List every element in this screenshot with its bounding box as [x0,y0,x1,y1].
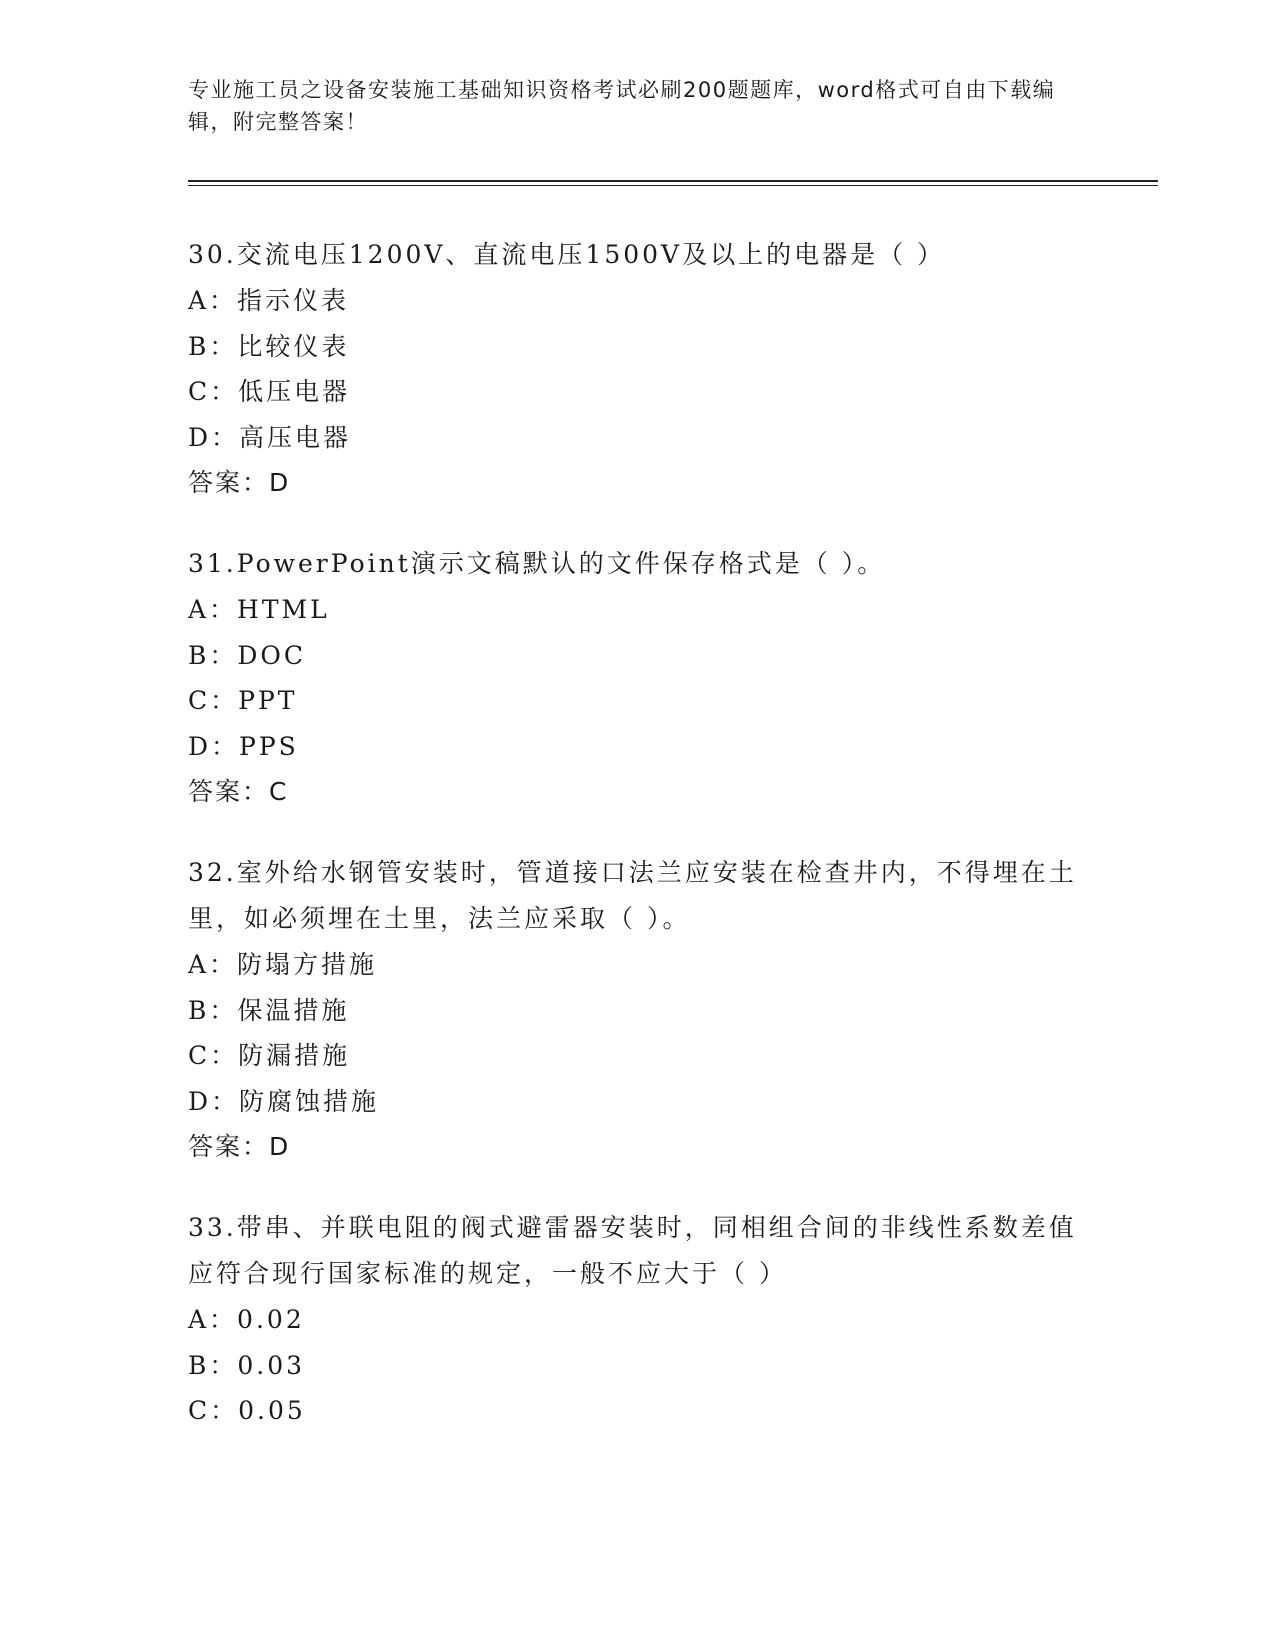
answer-option: A：防塌方措施 [188,950,378,979]
answer-option: B：0.03 [188,1350,306,1380]
answer-option: C：低压电器 [188,377,351,406]
question-stem: 33.带串、并联电阻的阀式避雷器安装时，同相组合间的非线性系数差值应符合现行国家标准的规定，一般不应大于（ ） [188,1213,1077,1288]
question-block [188,541,1088,815]
question-stem: 31.PowerPoint演示文稿默认的文件保存格式是（ ）。 [188,549,886,578]
answer-option: C：防漏措施 [188,1041,351,1070]
document-header: 专业施工员之设备安装施工基础知识资格考试必刷200题题库，word格式可自由下载编辑，附完整答案！ [188,78,1056,134]
answer-option: D：PPS [188,731,299,761]
answer-key: 答案：D [188,1132,291,1161]
answer-option: B：DOC [188,640,307,670]
answer-option: C：PPT [188,686,298,715]
question-block [188,1205,1088,1434]
answer-option: A：0.02 [188,1305,305,1334]
answer-option: D：防腐蚀措施 [188,1086,380,1116]
answer-key: 答案：D [188,468,291,497]
header-divider [188,180,1158,186]
question-block [188,232,1088,506]
question-block [188,850,1088,1170]
answer-option: A：HTML [188,595,330,624]
answer-option: B：比较仪表 [188,331,350,361]
answer-option: B：保温措施 [188,995,350,1025]
answer-option: A：指示仪表 [188,286,350,315]
answer-option: D：高压电器 [188,422,352,452]
answer-key: 答案：C [188,777,289,806]
question-stem: 30.交流电压1200V、直流电压1500V及以上的电器是（ ） [188,240,946,269]
question-list [188,232,1088,1469]
answer-option: C：0.05 [188,1396,306,1425]
question-stem: 32.室外给水钢管安装时，管道接口法兰应安装在检查井内，不得埋在土里，如必须埋在土里，法兰应采取（ ）。 [188,858,1077,933]
